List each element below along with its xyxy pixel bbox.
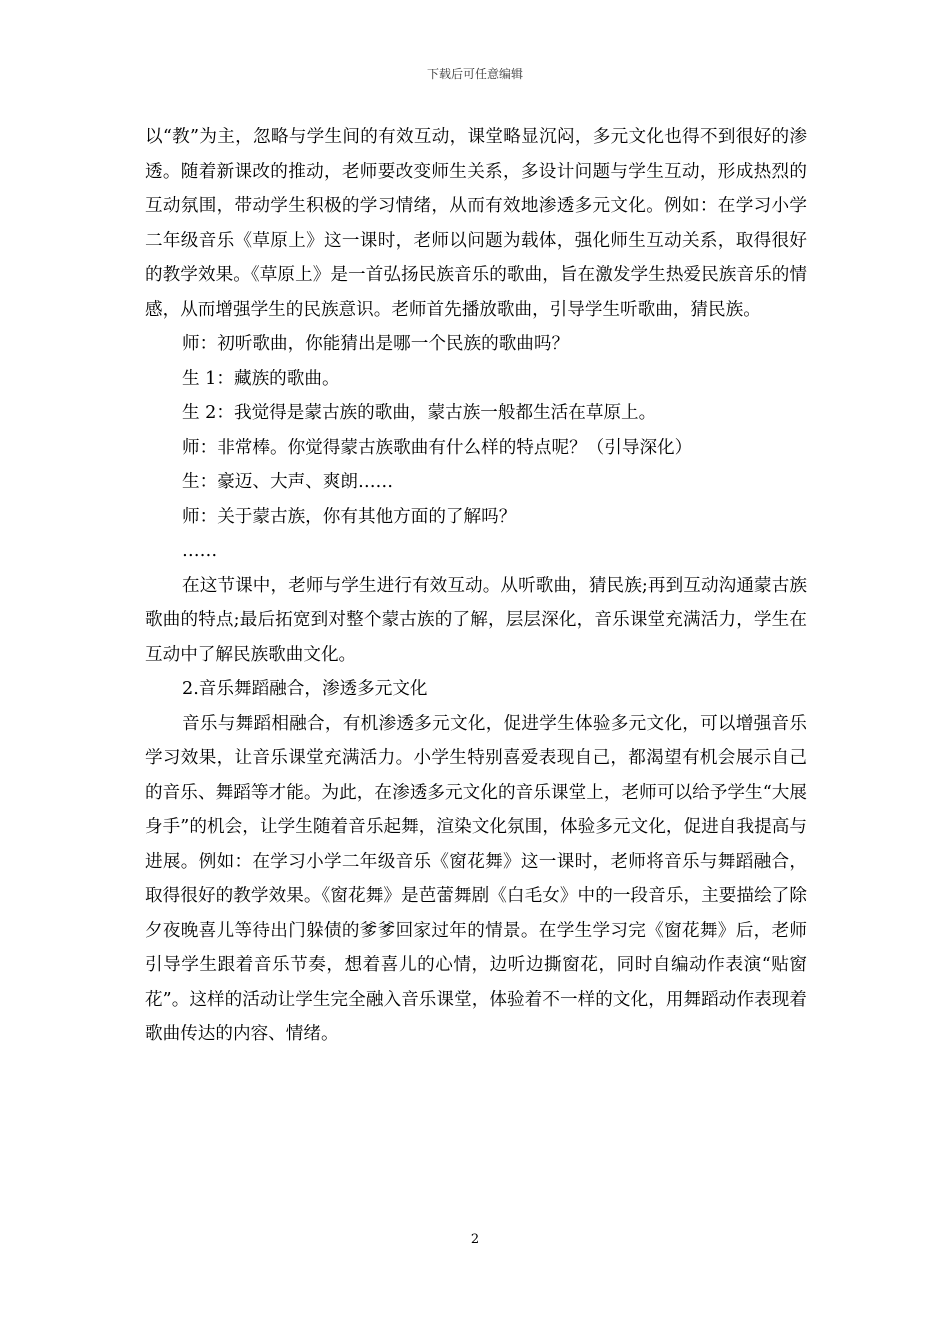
dialogue-line: 师：关于蒙古族，你有其他方面的了解吗？ bbox=[182, 506, 517, 527]
dialogue-line: 生：豪迈、大声、爽朗…… bbox=[182, 472, 394, 492]
dialogue-line: 师：初听歌曲，你能猜出是哪一个民族的歌曲吗？ bbox=[182, 334, 570, 354]
dialogue-line: 师：非常棒。你觉得蒙古族歌曲有什么样的特点呢？（引导深化） bbox=[182, 437, 693, 458]
paragraph-dance: 音乐与舞蹈相融合，有机渗透多元文化，促进学生体验多元文化，可以增强音乐学习效果，让音乐课堂充满活力。小学生特别喜爱表现自己，都渴望有机会展示自己的音乐、舞蹈等才能。为此，在渗透多元文化的音乐课堂上，老师可以给予学生“大展身手”的机会，让学生随着音乐起舞，渲染文化氛围，体验多元文化，促进自我提高与进展。例如：在学习小学二年级音乐《窗花舞》这一课时，老师将音乐与舞蹈融合，取得很好的教学效果。《窗花舞》是芭蕾舞剧《白毛女》中的一段音乐，主要描绘了除夕夜晚喜儿等待出门躲债的爹爹回家过年的情景。在学生学习完《窗花舞》后，老师引导学生跟着音乐节奏，想着喜儿的心情，边听边撕窗花，同时自编动作表演“贴窗花”。这样的活动让学生完全融入音乐课堂，体验着不一样的文化，用舞蹈动作表现着歌曲传达的内容、情绪。 bbox=[145, 713, 807, 1044]
dialogue-ellipsis: …… bbox=[182, 541, 218, 561]
paragraph-intro: 以“教”为主，忽略与学生间的有效互动，课堂略显沉闷，多元文化也得不到很好的渗透。随着新课改的推动，老师要改变师生关系，多设计问题与学生互动，形成热烈的互动氛围，带动学生积极的学习情绪，从而有效地渗透多元文化。例如：在学习小学二年级音乐《草原上》这一课时，老师以问题为载体，强化师生互动关系，取得很好的教学效果。《草原上》是一首弘扬民族音乐的歌曲，旨在激发学生热爱民族音乐的情感，从而增强学生的民族意识。老师首先播放歌曲，引导学生听歌曲，猜民族。 bbox=[145, 127, 807, 320]
paragraph-summary: 在这节课中，老师与学生进行有效互动。从听歌曲，猜民族;再到互动沟通蒙古族歌曲的特点;最后拓宽到对整个蒙古族的了解，层层深化，音乐课堂充满活力，学生在互动中了解民族歌曲文化。 bbox=[145, 575, 807, 665]
page-number: 2 bbox=[470, 1232, 480, 1247]
document-body bbox=[145, 120, 807, 1052]
dialogue-line: 生 2：我觉得是蒙古族的歌曲，蒙古族一般都生活在草原上。 bbox=[182, 403, 657, 423]
dialogue-line: 生 1：藏族的歌曲。 bbox=[182, 368, 340, 389]
section-heading: 2.音乐舞蹈融合，渗透多元文化 bbox=[182, 679, 428, 699]
page-header: 下载后可任意编辑 bbox=[426, 67, 523, 81]
